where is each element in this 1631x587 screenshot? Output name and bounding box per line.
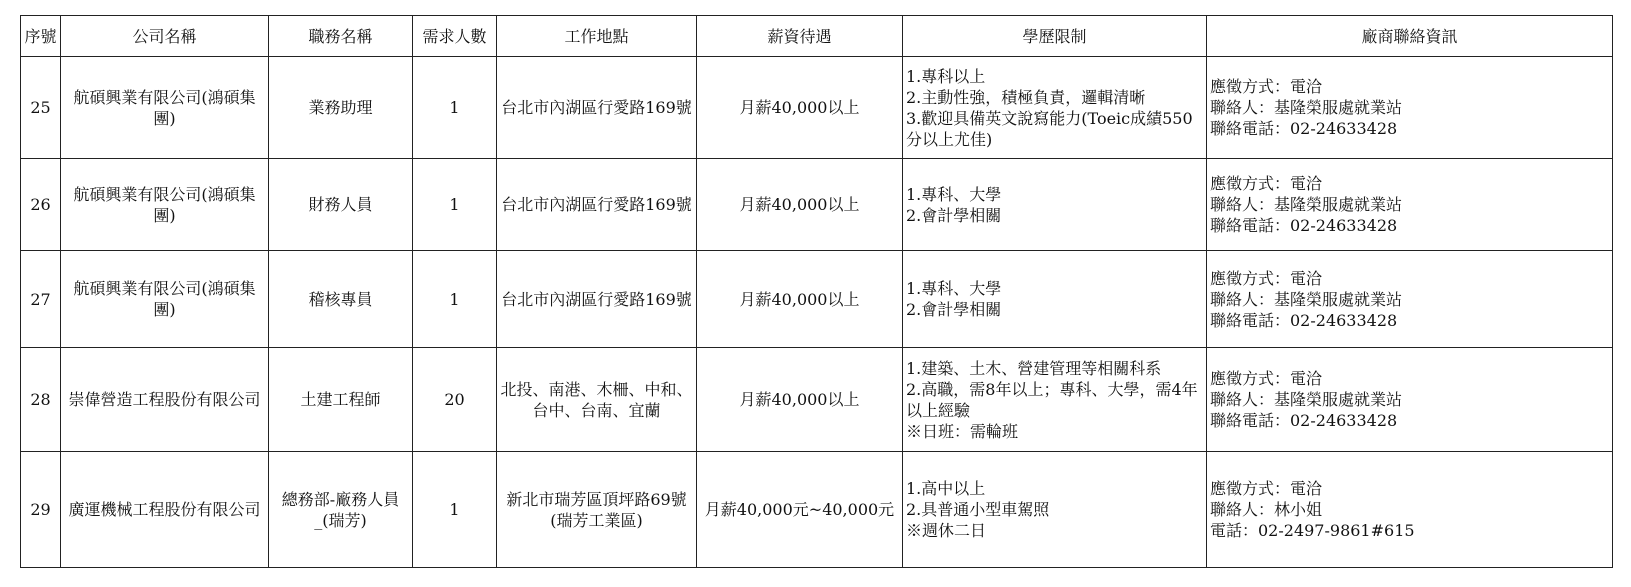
contact-method: 應徵方式：電洽	[1210, 174, 1323, 193]
header-company: 公司名稱	[61, 16, 269, 57]
seq-cell: 25	[21, 57, 61, 159]
contact-person: 聯絡人：基隆榮服處就業站	[1210, 98, 1403, 117]
contact-phone: 聯絡電話：02-24633428	[1210, 411, 1398, 430]
location-cell: 台北市內湖區行愛路169號	[497, 251, 697, 348]
header-row	[21, 16, 1613, 57]
salary-cell: 月薪40,000以上	[697, 251, 903, 348]
contact-person: 聯絡人：基隆榮服處就業站	[1210, 195, 1403, 214]
requirement-line: ※週休二日	[906, 521, 987, 540]
contact-cell	[1207, 159, 1613, 251]
company-cell: 航碩興業有限公司(鴻碩集團)	[61, 251, 269, 348]
count-cell: 1	[413, 57, 497, 159]
contact-phone: 電話：02-2497-9861#615	[1210, 521, 1415, 540]
contact-person: 聯絡人：基隆榮服處就業站	[1210, 390, 1403, 409]
seq-cell: 27	[21, 251, 61, 348]
table-row	[21, 159, 1613, 251]
count-cell: 1	[413, 159, 497, 251]
company-cell: 崇偉營造工程股份有限公司	[61, 348, 269, 452]
requirement-line: 1.建築、土木、營建管理等相關科系	[906, 358, 1162, 378]
requirement-line: 1.專科、大學	[906, 184, 1002, 204]
requirement-line: 2.具普通小型車駕照	[906, 500, 1050, 519]
seq-cell: 26	[21, 159, 61, 251]
contact-method: 應徵方式：電洽	[1210, 479, 1323, 498]
requirement-line: 2.高職，需8年以上；專科、大學，需4年以上經驗	[906, 379, 1198, 420]
contact-phone: 聯絡電話：02-24633428	[1210, 310, 1398, 330]
location-cell: 北投、南港、木柵、中和、台中、台南、宜蘭	[497, 348, 697, 452]
company-cell: 廣運機械工程股份有限公司	[61, 452, 269, 568]
position-cell: 業務助理	[269, 57, 413, 159]
location-cell: 台北市內湖區行愛路169號	[497, 159, 697, 251]
location-cell: 台北市內湖區行愛路169號	[497, 57, 697, 159]
requirement-line: 3.歡迎具備英文說寫能力(Toeic成績550分以上尤佳)	[906, 108, 1193, 149]
header-count: 需求人數	[413, 16, 497, 57]
position-cell: 總務部-廠務人員_(瑞芳)	[269, 452, 413, 568]
header-contact: 廠商聯絡資訊	[1207, 16, 1613, 57]
requirements-cell	[903, 348, 1207, 452]
table-row	[21, 57, 1613, 159]
requirement-line: 2.會計學相關	[906, 205, 1002, 225]
contact-method: 應徵方式：電洽	[1210, 369, 1323, 388]
requirement-line: ※日班：需輪班	[906, 421, 1019, 441]
salary-cell: 月薪40,000以上	[697, 57, 903, 159]
contact-method: 應徵方式：電洽	[1210, 77, 1323, 96]
requirement-line: 1.專科、大學	[906, 279, 1002, 298]
seq-cell: 29	[21, 452, 61, 568]
salary-cell: 月薪40,000元~40,000元	[697, 452, 903, 568]
company-cell: 航碩興業有限公司(鴻碩集團)	[61, 159, 269, 251]
requirements-cell	[903, 159, 1207, 251]
header-seq: 序號	[21, 16, 61, 57]
requirement-line: 2.會計學相關	[906, 300, 1002, 319]
count-cell: 1	[413, 251, 497, 348]
location-cell: 新北市瑞芳區頂坪路69號(瑞芳工業區)	[497, 452, 697, 568]
table-row	[21, 251, 1613, 348]
contact-phone: 聯絡電話：02-24633428	[1210, 216, 1398, 235]
position-cell: 土建工程師	[269, 348, 413, 452]
salary-cell: 月薪40,000以上	[697, 159, 903, 251]
contact-phone: 聯絡電話：02-24633428	[1210, 119, 1398, 138]
count-cell: 1	[413, 452, 497, 568]
contact-person: 聯絡人：林小姐	[1210, 500, 1323, 519]
table-row	[21, 452, 1613, 568]
requirement-line: 1.專科以上	[906, 66, 986, 86]
contact-cell	[1207, 57, 1613, 159]
requirements-cell	[903, 452, 1207, 568]
seq-cell: 28	[21, 348, 61, 452]
requirements-cell	[903, 251, 1207, 348]
position-cell: 財務人員	[269, 159, 413, 251]
header-salary: 薪資待遇	[697, 16, 903, 57]
salary-cell: 月薪40,000以上	[697, 348, 903, 452]
header-position: 職務名稱	[269, 16, 413, 57]
requirement-line: 2.主動性強，積極負責，邏輯清晰	[906, 87, 1146, 107]
company-cell: 航碩興業有限公司(鴻碩集團)	[61, 57, 269, 159]
position-cell: 稽核專員	[269, 251, 413, 348]
table-row	[21, 348, 1613, 452]
contact-cell	[1207, 452, 1613, 568]
requirements-cell	[903, 57, 1207, 159]
count-cell: 20	[413, 348, 497, 452]
contact-person: 聯絡人：基隆榮服處就業站	[1210, 289, 1403, 309]
contact-cell	[1207, 348, 1613, 452]
header-location: 工作地點	[497, 16, 697, 57]
header-requirements: 學歷限制	[903, 16, 1207, 57]
requirement-line: 1.高中以上	[906, 479, 986, 498]
contact-cell	[1207, 251, 1613, 348]
contact-method: 應徵方式：電洽	[1210, 268, 1323, 288]
job-listing-table	[20, 15, 1613, 568]
